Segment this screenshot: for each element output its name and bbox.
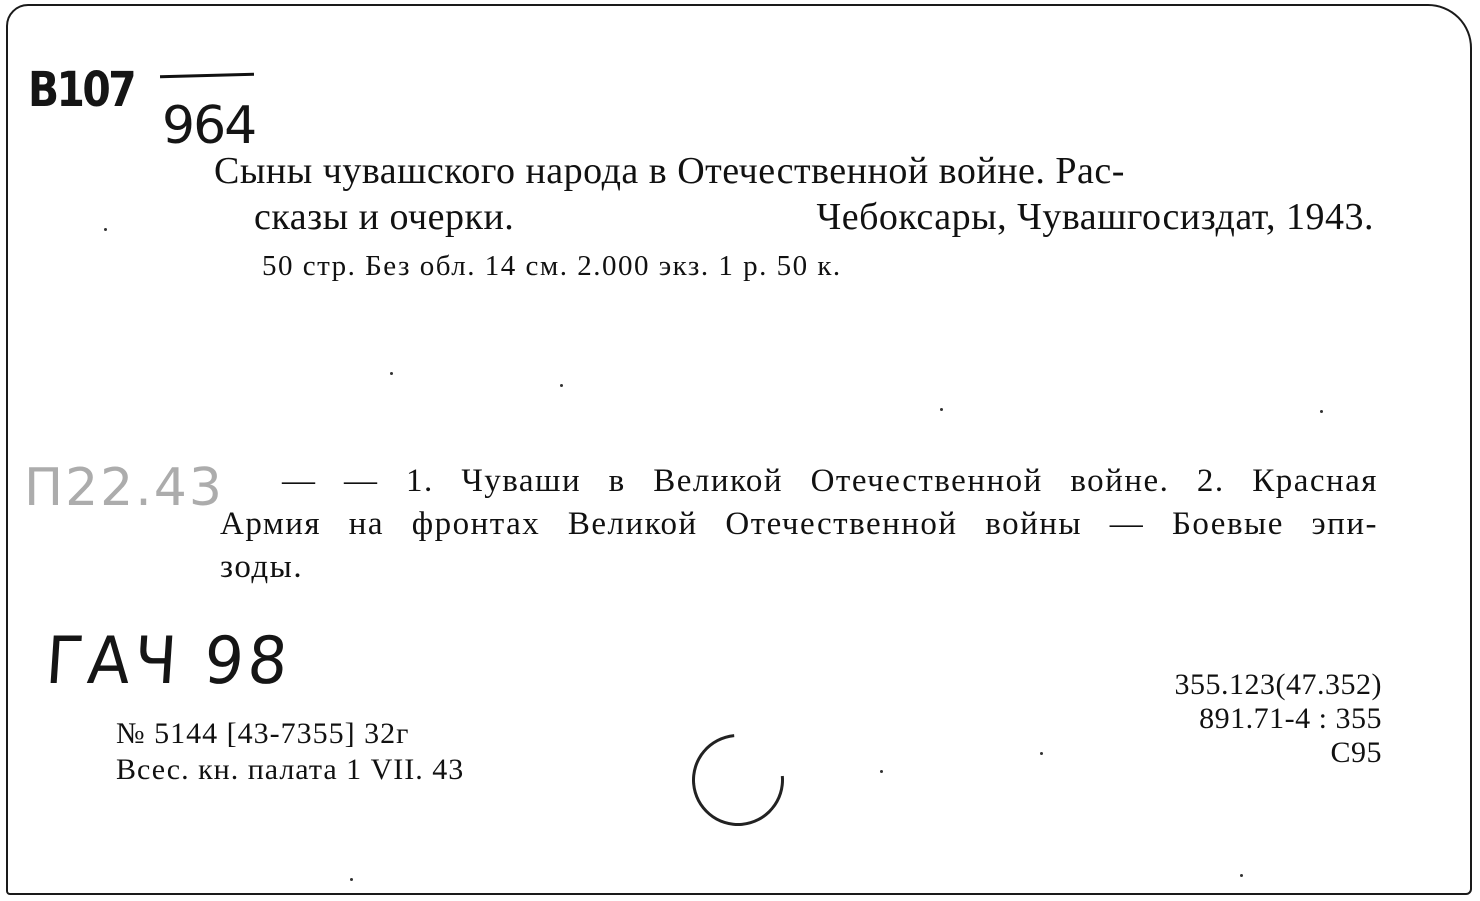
speck bbox=[1240, 874, 1243, 877]
speck bbox=[390, 372, 393, 375]
subjects-line-2: Армия на фронтах Великой Отечественной войны — Боевые эпи- bbox=[220, 506, 1378, 542]
subjects-line-3: зоды. bbox=[220, 549, 304, 585]
title-line-2 bbox=[214, 194, 1374, 240]
order-info bbox=[116, 716, 464, 788]
author-mark: С95 bbox=[1330, 736, 1382, 769]
speck bbox=[1320, 410, 1323, 413]
udc-code: 355.123(47.352) bbox=[1174, 668, 1382, 701]
book-chamber: Всес. кн. палата 1 VII. 43 bbox=[116, 753, 465, 786]
speck bbox=[350, 878, 353, 881]
speck bbox=[940, 408, 943, 411]
title-statement bbox=[214, 148, 1374, 240]
classification-codes bbox=[1175, 668, 1382, 770]
speck bbox=[104, 228, 107, 231]
faded-stamp: П22.43 bbox=[24, 458, 224, 518]
speck bbox=[1040, 752, 1043, 755]
subject-headings bbox=[220, 460, 1378, 589]
speck bbox=[880, 770, 883, 773]
handwritten-note: ГАЧ 98 bbox=[43, 622, 294, 699]
physical-description: 50 стр. Без обл. 14 см. 2.000 экз. 1 р. 50 к. bbox=[262, 250, 842, 282]
bbk-code: 891.71-4 : 355 bbox=[1199, 702, 1382, 735]
publication-info: Чебоксары, Чувашгосиздат, 1943. bbox=[816, 196, 1374, 238]
shelfmark-number: 964 bbox=[162, 96, 256, 156]
subjects-line-1: — — 1. Чуваши в Великой Отечественной войне. 2. Красная bbox=[282, 463, 1378, 499]
order-number: № 5144 [43-7355] 32г bbox=[116, 717, 410, 750]
speck bbox=[560, 384, 563, 387]
shelfmark-prefix: B107 bbox=[28, 62, 135, 118]
title-subtitle: сказы и очерки. bbox=[254, 196, 515, 238]
title-line-1: Сыны чувашского народа в Отечественной войне. Рас- bbox=[214, 150, 1125, 192]
